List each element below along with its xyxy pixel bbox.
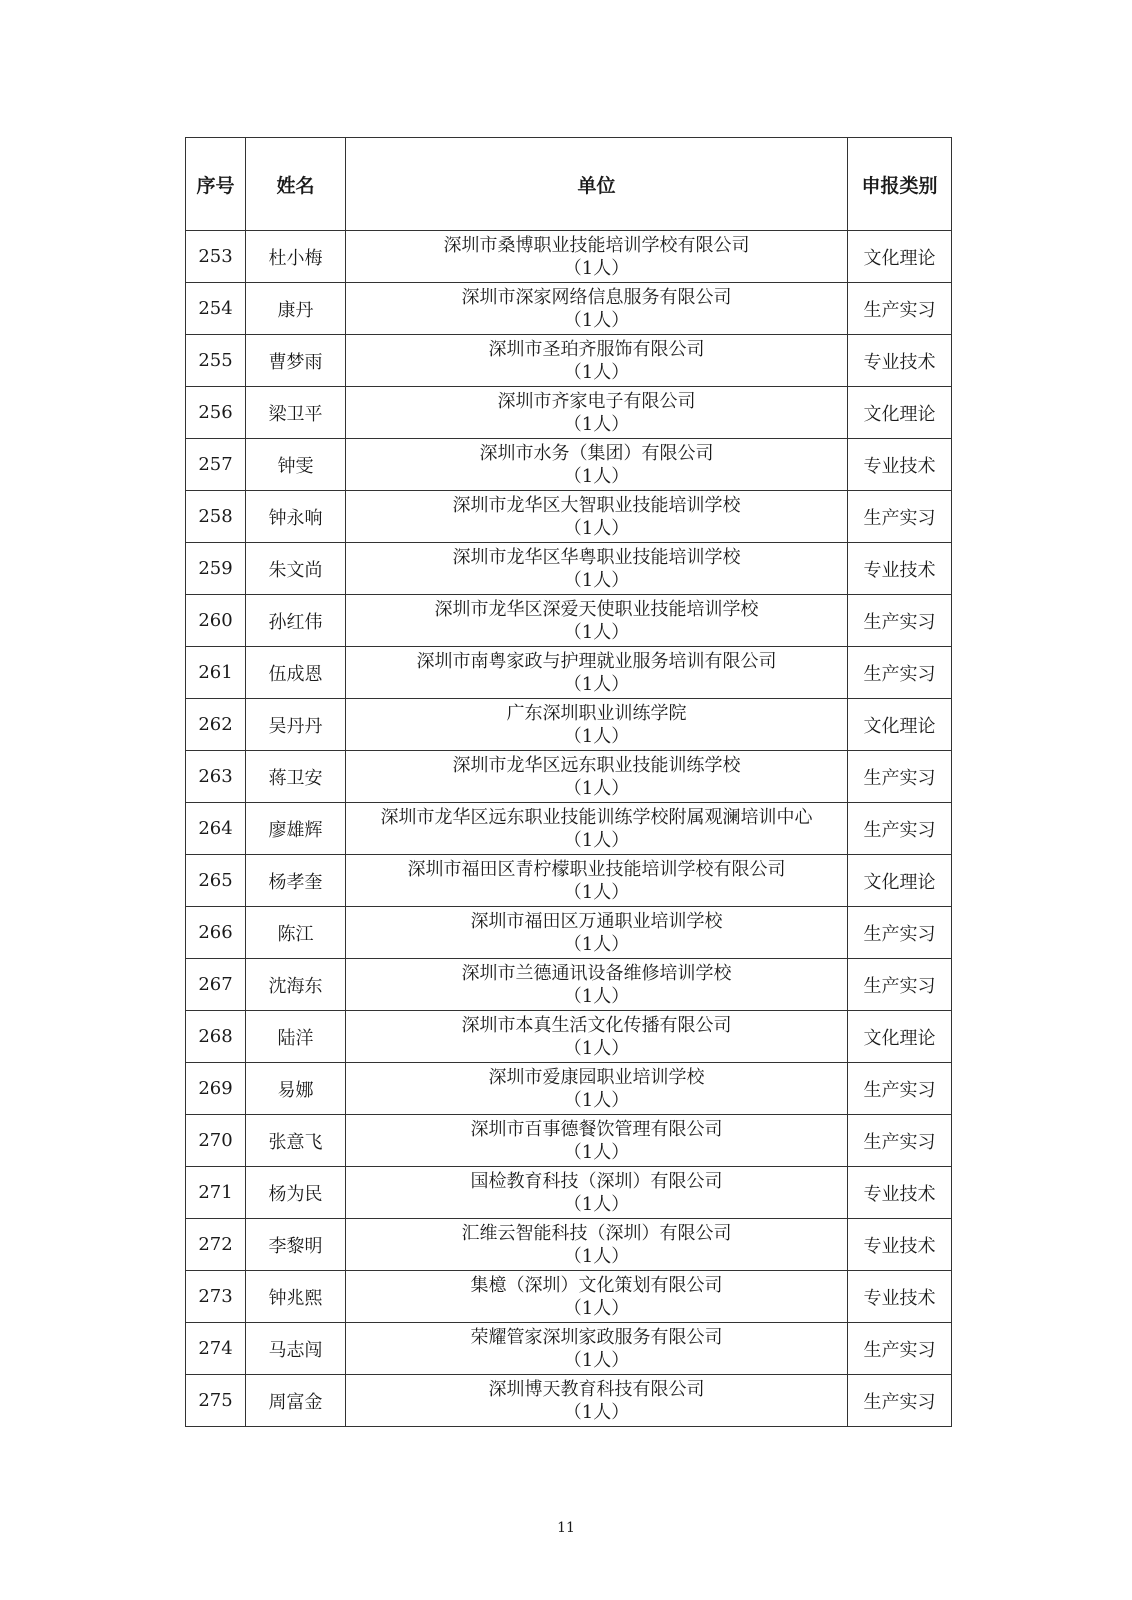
unit-count: （1人） [563, 1037, 630, 1059]
header-name: 姓名 [246, 138, 346, 231]
unit-name: 深圳市百事德餐饮管理有限公司 [470, 1118, 723, 1140]
cell-category: 生产实习 [848, 751, 952, 803]
unit-count: （1人） [563, 933, 630, 955]
page-number: 11 [557, 1520, 575, 1536]
cell-seq: 274 [186, 1323, 246, 1375]
cell-category: 专业技术 [848, 335, 952, 387]
cell-category: 生产实习 [848, 907, 952, 959]
unit-count: （1人） [563, 569, 630, 591]
cell-seq: 272 [186, 1219, 246, 1271]
unit-count: （1人） [563, 413, 630, 435]
unit-count: （1人） [563, 1089, 630, 1111]
table-row [186, 231, 952, 283]
cell-category: 专业技术 [848, 1271, 952, 1323]
cell-seq: 266 [186, 907, 246, 959]
table-row [186, 1271, 952, 1323]
cell-unit [346, 595, 848, 647]
unit-name: 深圳市龙华区华粤职业技能培训学校 [452, 546, 741, 568]
unit-name: 深圳市桑博职业技能培训学校有限公司 [443, 234, 750, 256]
table-row [186, 439, 952, 491]
unit-name: 广东深圳职业训练学院 [506, 702, 687, 724]
table-row [186, 751, 952, 803]
cell-unit [346, 1219, 848, 1271]
unit-name: 深圳市南粤家政与护理就业服务培训有限公司 [416, 650, 777, 672]
cell-seq: 255 [186, 335, 246, 387]
cell-seq: 265 [186, 855, 246, 907]
cell-name: 梁卫平 [246, 387, 346, 439]
cell-name: 蒋卫安 [246, 751, 346, 803]
table-row [186, 699, 952, 751]
unit-count: （1人） [563, 257, 630, 279]
cell-unit [346, 959, 848, 1011]
table-row [186, 1011, 952, 1063]
unit-count: （1人） [563, 1349, 630, 1371]
unit-name: 深圳市本真生活文化传播有限公司 [461, 1014, 732, 1036]
cell-seq: 273 [186, 1271, 246, 1323]
unit-name: 深圳市水务（集团）有限公司 [479, 442, 714, 464]
cell-seq: 262 [186, 699, 246, 751]
unit-name: 深圳市龙华区大智职业技能培训学校 [452, 494, 741, 516]
header-category: 申报类别 [848, 138, 952, 231]
unit-count: （1人） [563, 881, 630, 903]
cell-unit [346, 231, 848, 283]
cell-unit [346, 907, 848, 959]
cell-name: 伍成恩 [246, 647, 346, 699]
unit-name: 汇维云智能科技（深圳）有限公司 [461, 1222, 732, 1244]
cell-name: 朱文尚 [246, 543, 346, 595]
cell-unit [346, 387, 848, 439]
unit-count: （1人） [563, 725, 630, 747]
table-row [186, 1115, 952, 1167]
table-row [186, 543, 952, 595]
unit-name: 深圳市龙华区远东职业技能训练学校附属观澜培训中心 [380, 806, 813, 828]
unit-name: 荣耀管家深圳家政服务有限公司 [470, 1326, 723, 1348]
cell-category: 专业技术 [848, 1167, 952, 1219]
cell-seq: 256 [186, 387, 246, 439]
cell-name: 易娜 [246, 1063, 346, 1115]
unit-count: （1人） [563, 1297, 630, 1319]
cell-unit [346, 491, 848, 543]
unit-name: 深圳市圣珀齐服饰有限公司 [488, 338, 705, 360]
unit-count: （1人） [563, 1245, 630, 1267]
cell-name: 康丹 [246, 283, 346, 335]
cell-unit [346, 1375, 848, 1427]
cell-category: 专业技术 [848, 439, 952, 491]
unit-count: （1人） [563, 673, 630, 695]
table-row [186, 283, 952, 335]
cell-name: 吴丹丹 [246, 699, 346, 751]
unit-name: 国检教育科技（深圳）有限公司 [470, 1170, 723, 1192]
cell-unit [346, 803, 848, 855]
table-row [186, 1063, 952, 1115]
table-row [186, 647, 952, 699]
header-seq: 序号 [186, 138, 246, 231]
cell-name: 马志闯 [246, 1323, 346, 1375]
cell-category: 生产实习 [848, 1115, 952, 1167]
cell-seq: 267 [186, 959, 246, 1011]
cell-name: 曹梦雨 [246, 335, 346, 387]
table-row [186, 959, 952, 1011]
table-row [186, 1219, 952, 1271]
unit-count: （1人） [563, 1401, 630, 1423]
unit-name: 深圳市齐家电子有限公司 [497, 390, 696, 412]
cell-seq: 261 [186, 647, 246, 699]
cell-unit [346, 283, 848, 335]
cell-unit [346, 1011, 848, 1063]
cell-seq: 254 [186, 283, 246, 335]
unit-count: （1人） [563, 465, 630, 487]
cell-category: 文化理论 [848, 699, 952, 751]
cell-unit [346, 1271, 848, 1323]
table-row [186, 907, 952, 959]
cell-category: 生产实习 [848, 1063, 952, 1115]
cell-seq: 264 [186, 803, 246, 855]
table-header-row [186, 138, 952, 231]
cell-seq: 257 [186, 439, 246, 491]
unit-count: （1人） [563, 985, 630, 1007]
cell-category: 生产实习 [848, 647, 952, 699]
cell-category: 生产实习 [848, 959, 952, 1011]
cell-name: 钟兆熙 [246, 1271, 346, 1323]
cell-category: 文化理论 [848, 855, 952, 907]
cell-unit [346, 751, 848, 803]
table-body [186, 231, 952, 1427]
table-row [186, 387, 952, 439]
cell-category: 生产实习 [848, 491, 952, 543]
cell-seq: 260 [186, 595, 246, 647]
cell-seq: 271 [186, 1167, 246, 1219]
cell-category: 文化理论 [848, 387, 952, 439]
unit-name: 深圳市福田区青柠檬职业技能培训学校有限公司 [407, 858, 786, 880]
cell-name: 杜小梅 [246, 231, 346, 283]
cell-seq: 259 [186, 543, 246, 595]
cell-unit [346, 699, 848, 751]
cell-seq: 269 [186, 1063, 246, 1115]
unit-name: 深圳博天教育科技有限公司 [488, 1378, 705, 1400]
unit-name: 深圳市深家网络信息服务有限公司 [461, 286, 732, 308]
header-unit: 单位 [346, 138, 848, 231]
unit-count: （1人） [563, 517, 630, 539]
cell-unit [346, 439, 848, 491]
unit-count: （1人） [563, 361, 630, 383]
table-row [186, 595, 952, 647]
cell-name: 陈江 [246, 907, 346, 959]
cell-name: 杨孝奎 [246, 855, 346, 907]
cell-name: 廖雄辉 [246, 803, 346, 855]
unit-name: 深圳市兰德通讯设备维修培训学校 [461, 962, 732, 984]
cell-category: 生产实习 [848, 283, 952, 335]
unit-count: （1人） [563, 621, 630, 643]
unit-name: 深圳市爱康园职业培训学校 [488, 1066, 705, 1088]
cell-unit [346, 1323, 848, 1375]
cell-unit [346, 1063, 848, 1115]
cell-name: 李黎明 [246, 1219, 346, 1271]
cell-category: 生产实习 [848, 1375, 952, 1427]
cell-name: 钟雯 [246, 439, 346, 491]
cell-name: 张意飞 [246, 1115, 346, 1167]
table-row [186, 803, 952, 855]
cell-name: 钟永响 [246, 491, 346, 543]
unit-count: （1人） [563, 829, 630, 851]
table-row [186, 491, 952, 543]
unit-name: 深圳市龙华区远东职业技能训练学校 [452, 754, 741, 776]
table-row [186, 1375, 952, 1427]
cell-category: 生产实习 [848, 803, 952, 855]
cell-category: 专业技术 [848, 543, 952, 595]
cell-seq: 268 [186, 1011, 246, 1063]
table-row [186, 335, 952, 387]
unit-name: 集檍（深圳）文化策划有限公司 [470, 1274, 723, 1296]
cell-unit [346, 1167, 848, 1219]
cell-unit [346, 543, 848, 595]
table-row [186, 1323, 952, 1375]
table-row [186, 1167, 952, 1219]
cell-name: 孙红伟 [246, 595, 346, 647]
cell-name: 杨为民 [246, 1167, 346, 1219]
unit-name: 深圳市福田区万通职业培训学校 [470, 910, 723, 932]
cell-unit [346, 855, 848, 907]
cell-name: 陆洋 [246, 1011, 346, 1063]
cell-seq: 258 [186, 491, 246, 543]
cell-unit [346, 647, 848, 699]
table-row [186, 855, 952, 907]
cell-category: 文化理论 [848, 231, 952, 283]
unit-count: （1人） [563, 309, 630, 331]
award-roster-table [185, 137, 952, 1427]
cell-seq: 263 [186, 751, 246, 803]
cell-unit [346, 335, 848, 387]
cell-category: 文化理论 [848, 1011, 952, 1063]
unit-count: （1人） [563, 777, 630, 799]
cell-unit [346, 1115, 848, 1167]
unit-count: （1人） [563, 1141, 630, 1163]
cell-seq: 275 [186, 1375, 246, 1427]
cell-name: 沈海东 [246, 959, 346, 1011]
unit-name: 深圳市龙华区深爱天使职业技能培训学校 [434, 598, 759, 620]
cell-category: 生产实习 [848, 595, 952, 647]
unit-count: （1人） [563, 1193, 630, 1215]
cell-name: 周富金 [246, 1375, 346, 1427]
cell-category: 专业技术 [848, 1219, 952, 1271]
cell-category: 生产实习 [848, 1323, 952, 1375]
cell-seq: 253 [186, 231, 246, 283]
cell-seq: 270 [186, 1115, 246, 1167]
